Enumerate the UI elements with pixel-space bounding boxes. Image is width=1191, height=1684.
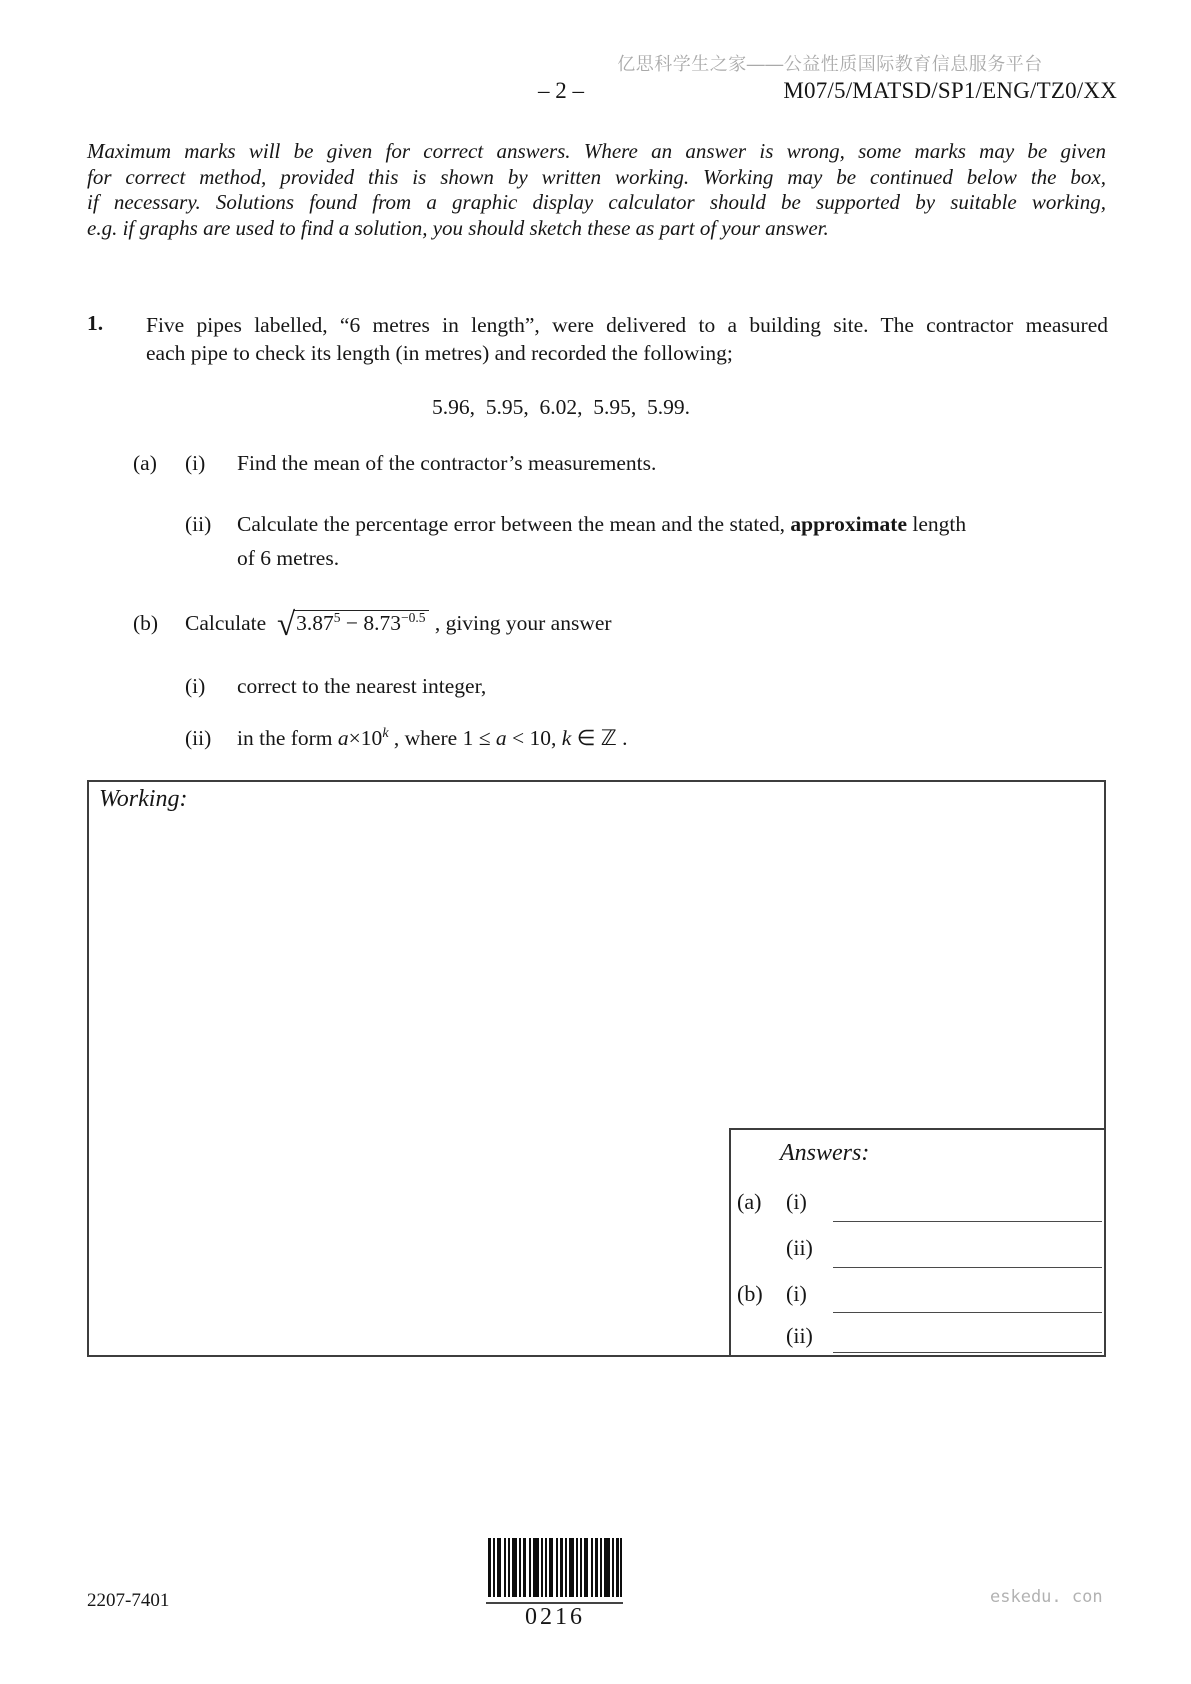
part-b-lead: Calculate <box>185 611 267 635</box>
math-var: k <box>561 726 572 750</box>
answers-label: Answers: <box>780 1140 870 1166</box>
sub-label: (ii) <box>185 726 212 750</box>
answer-line <box>833 1352 1102 1353</box>
text-run: ∈ ℤ . <box>571 726 628 750</box>
answer-row-sub: (ii) <box>786 1323 813 1348</box>
sub-label: (i) <box>185 451 206 475</box>
answer-line <box>833 1312 1102 1313</box>
sqrt-expression <box>276 607 430 643</box>
part-b-ii <box>133 725 1108 751</box>
radicand-base1: 3.87 <box>296 611 334 635</box>
answer-row-sub: (i) <box>786 1189 807 1214</box>
site-mark: eskedu. con <box>990 1587 1103 1607</box>
part-b-i-text: correct to the nearest integer, <box>237 674 487 698</box>
question-intro-line: each pipe to check its length (in metres) and recorded the following; <box>146 341 733 365</box>
part-b-ii-text <box>237 726 628 750</box>
radicand-exp2: −0.5 <box>400 609 426 625</box>
text-run: length <box>907 512 967 536</box>
text-run: , where <box>388 726 463 750</box>
math-var: k <box>382 725 389 741</box>
barcode <box>488 1538 622 1631</box>
rubric-line: Maximum marks will be given for correct answers. Where an answer is wrong, some marks may be given <box>87 139 1106 163</box>
radicand-exp1: 5 <box>333 609 341 625</box>
text-run: in the form <box>237 726 338 750</box>
text-run: < 10, <box>506 726 562 750</box>
part-a-ii <box>133 507 1108 575</box>
part-b <box>133 607 1108 643</box>
measurements-list: 5.96, 5.95, 6.02, 5.95, 5.99. <box>432 395 690 419</box>
answer-row-part: (b) <box>737 1281 763 1306</box>
paper-code: M07/5/MATSD/SP1/ENG/TZ0/XX <box>783 78 1117 103</box>
bold-word: approximate <box>790 512 908 536</box>
answer-line <box>833 1221 1102 1222</box>
sub-label: (ii) <box>185 512 212 536</box>
question-intro <box>146 311 1108 367</box>
part-a-ii-text <box>237 512 966 536</box>
math-var: a <box>495 726 507 750</box>
question-intro-line: Five pipes labelled, “6 metres in length”, were delivered to a building site. The contractor measured <box>146 313 1108 337</box>
part-b-tail: , giving your answer <box>429 611 612 635</box>
working-label: Working: <box>99 786 188 812</box>
barcode-bars <box>488 1538 622 1597</box>
answer-row-sub: (i) <box>786 1281 807 1306</box>
barcode-number: 0216 <box>525 1604 585 1630</box>
answer-row-part: (a) <box>737 1189 762 1214</box>
radicand-base2: 8.73 <box>363 611 401 635</box>
question-number: 1. <box>87 311 104 335</box>
rubric <box>87 139 1106 241</box>
part-a-ii-text-line2: of 6 metres. <box>237 546 340 570</box>
answer-row-sub: (ii) <box>786 1235 813 1260</box>
radicand <box>293 610 429 635</box>
text-run: Calculate the percentage error between the mean and the stated, <box>237 512 791 536</box>
header-watermark: 亿思科学生之家——公益性质国际教育信息服务平台 <box>617 54 1043 74</box>
sub-label: (i) <box>185 674 206 698</box>
text-run: 1 ≤ <box>462 726 496 750</box>
document-number: 2207-7401 <box>87 1590 170 1611</box>
part-label: (a) <box>133 451 157 475</box>
answer-line <box>833 1267 1102 1268</box>
part-label: (b) <box>133 611 159 635</box>
text-run: ×10 <box>348 726 383 750</box>
radical-sign-icon: √ <box>276 607 294 643</box>
part-a-i <box>133 450 1108 476</box>
rubric-line: if necessary. Solutions found from a graphic display calculator should be supported by suitable working, <box>87 190 1106 214</box>
page-number: – 2 – <box>538 78 584 103</box>
part-a-i-text: Find the mean of the contractor’s measurements. <box>237 451 657 475</box>
rubric-line: for correct method, provided this is shown by written working. Working may be continued below the box, <box>87 164 1106 189</box>
part-b-i <box>133 673 1108 699</box>
rubric-line: e.g. if graphs are used to find a solution, you should sketch these as part of your answer. <box>87 215 829 240</box>
math-var: a <box>337 726 349 750</box>
radicand-operator: − <box>340 611 364 635</box>
